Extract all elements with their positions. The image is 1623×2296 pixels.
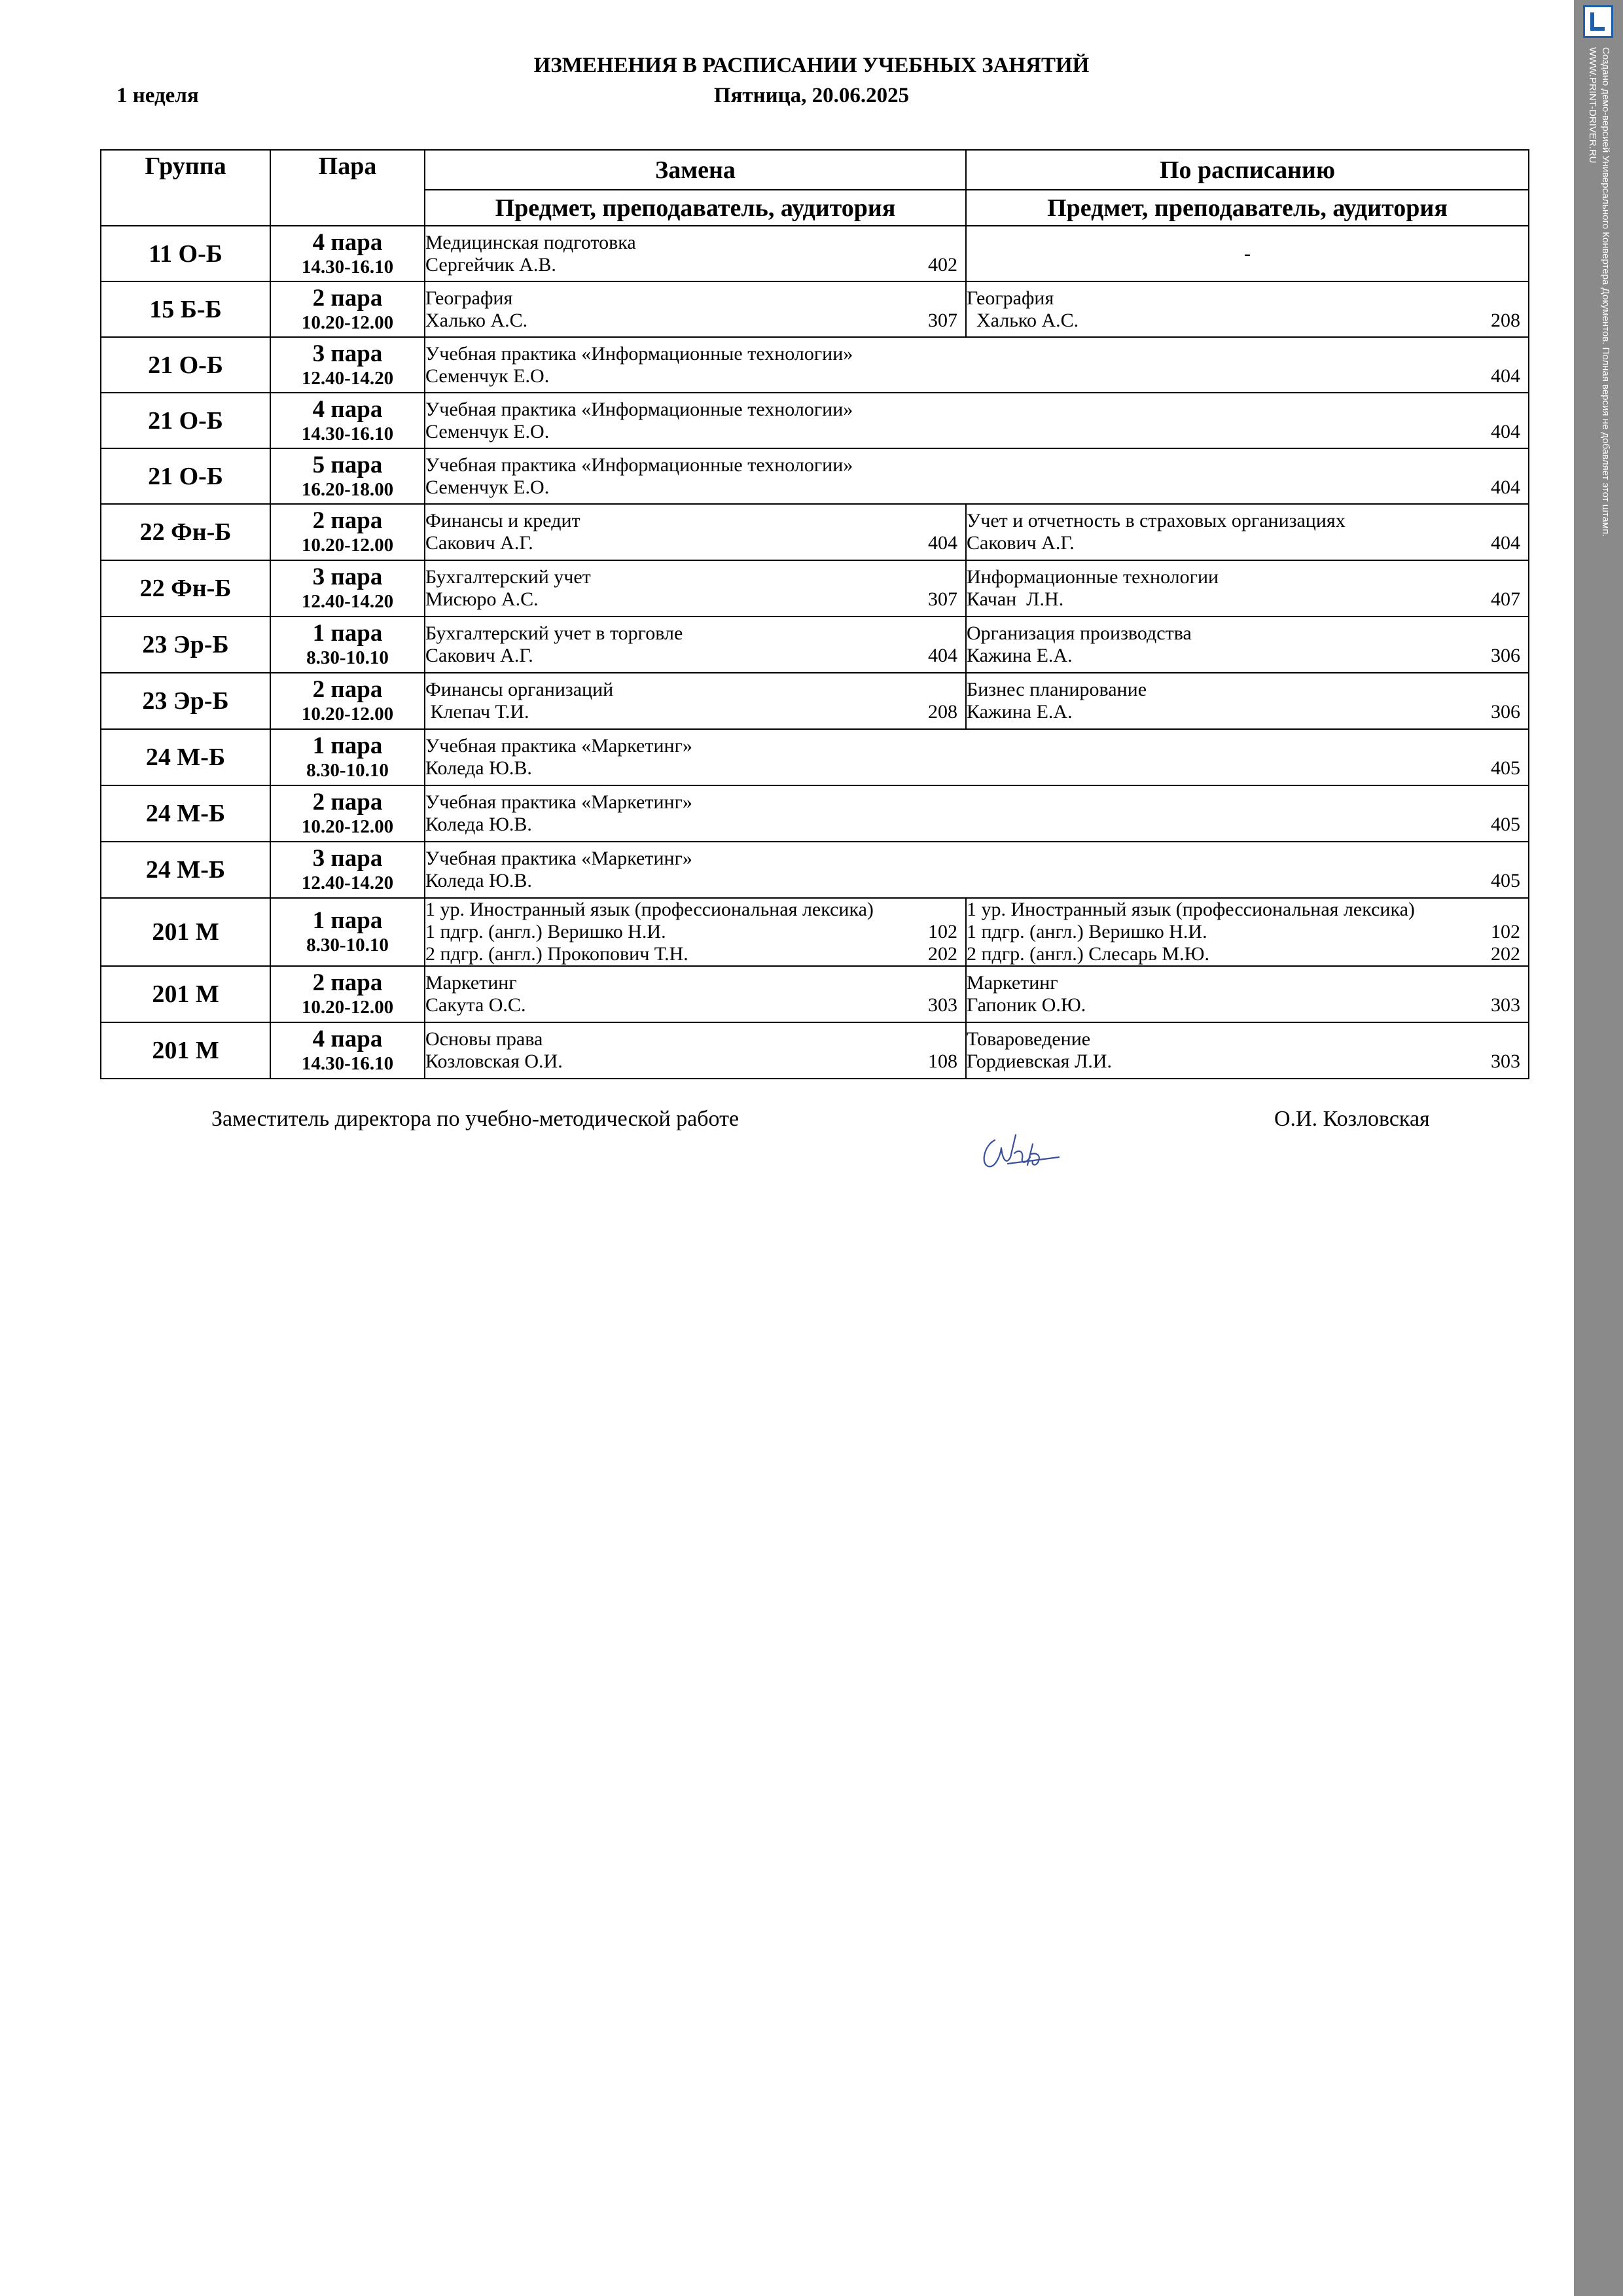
room-number xyxy=(1520,566,1528,588)
pair-number: 1 пара xyxy=(312,907,383,934)
room-number: 405 xyxy=(1491,870,1520,891)
room-number: 208 xyxy=(1491,309,1520,331)
room-number: 306 xyxy=(1491,701,1520,723)
group-cell: 23 Эр-Б xyxy=(101,617,270,673)
room-number xyxy=(1520,287,1528,310)
schedule-cell xyxy=(966,898,1529,966)
pair-cell xyxy=(270,393,425,448)
cell-text: Кажина Е.А. xyxy=(967,701,1073,723)
schedule-cell xyxy=(966,966,1529,1022)
cell-line xyxy=(967,1050,1528,1073)
cell-line xyxy=(425,310,965,332)
table-row xyxy=(101,842,1529,898)
pair-number: 1 пара xyxy=(312,620,383,647)
cell-text: 2 пдгр. (англ.) Прокопович Т.Н. xyxy=(425,943,688,965)
pair-number: 4 пара xyxy=(312,228,383,256)
room-number xyxy=(1520,1028,1528,1050)
pair-cell xyxy=(270,504,425,560)
room-number: 306 xyxy=(1491,645,1520,666)
pair-time: 10.20-12.00 xyxy=(301,535,394,556)
cell-text: Семенчук Е.О. xyxy=(425,476,550,498)
schedule-table xyxy=(100,149,1529,1079)
cell-text: Учебная практика «Маркетинг» xyxy=(425,791,692,813)
room-number xyxy=(1520,735,1528,757)
cell-text: Бухгалтерский учет в торговле xyxy=(425,622,683,644)
table-row xyxy=(101,337,1529,393)
table-row xyxy=(101,617,1529,673)
pair-cell xyxy=(270,898,425,966)
group-cell: 23 Эр-Б xyxy=(101,673,270,729)
pair-cell xyxy=(270,226,425,281)
pair-cell xyxy=(270,448,425,504)
replacement-cell xyxy=(425,337,1529,393)
pair-cell xyxy=(270,966,425,1022)
room-number xyxy=(1520,848,1528,870)
cell-line xyxy=(425,232,965,254)
schedule-cell xyxy=(966,673,1529,729)
room-number: 307 xyxy=(928,588,957,610)
replacement-cell xyxy=(425,560,966,617)
cell-line xyxy=(425,943,965,965)
table-row xyxy=(101,560,1529,617)
room-number: 404 xyxy=(1491,476,1520,498)
cell-text: 2 пдгр. (англ.) Слесарь М.Ю. xyxy=(967,943,1209,965)
group-cell: 15 Б-Б xyxy=(101,281,270,337)
cell-text: Медицинская подготовка xyxy=(425,231,636,253)
cell-text: Гапоник О.Ю. xyxy=(967,994,1086,1016)
replacement-cell xyxy=(425,226,966,281)
table-row xyxy=(101,785,1529,842)
cell-line xyxy=(967,921,1528,943)
cell-line xyxy=(425,870,1528,892)
cell-line xyxy=(425,476,1528,499)
schedule-cell xyxy=(966,617,1529,673)
table-row xyxy=(101,898,1529,966)
cell-text: Учет и отчетность в страховых организациях xyxy=(967,510,1346,531)
pair-cell xyxy=(270,337,425,393)
schedule-cell xyxy=(966,281,1529,337)
cell-line xyxy=(425,510,965,532)
pair-number: 5 пара xyxy=(312,451,383,478)
room-number: 404 xyxy=(928,645,957,666)
pair-time: 10.20-12.00 xyxy=(301,816,394,837)
cell-text: Коледа Ю.В. xyxy=(425,757,532,779)
cell-text: География xyxy=(967,287,1054,309)
cell-line xyxy=(425,588,965,611)
replacement-cell xyxy=(425,617,966,673)
replacement-cell xyxy=(425,673,966,729)
room-number: 303 xyxy=(1491,994,1520,1016)
cell-text: 1 пдгр. (англ.) Веришко Н.И. xyxy=(967,921,1207,942)
room-number xyxy=(957,566,965,588)
signatory-name: О.И. Козловская xyxy=(1274,1107,1430,1131)
cell-text: Учебная практика «Информационные технологии» xyxy=(425,342,853,365)
room-number xyxy=(957,287,965,310)
pair-time: 10.20-12.00 xyxy=(301,312,394,333)
subheader-schedule: Предмет, преподаватель, аудитория xyxy=(966,190,1529,226)
table-row xyxy=(101,673,1529,729)
room-number xyxy=(1520,899,1528,921)
room-number xyxy=(957,622,965,645)
cell-line xyxy=(425,757,1528,780)
room-number: 307 xyxy=(928,309,957,331)
replacement-cell xyxy=(425,504,966,560)
pair-time: 8.30-10.10 xyxy=(306,935,389,956)
cell-text: Учебная практика «Информационные технологии» xyxy=(425,398,853,420)
cell-line xyxy=(967,287,1528,310)
room-number xyxy=(1520,454,1528,476)
table-row xyxy=(101,393,1529,448)
cell-line xyxy=(425,791,1528,814)
room-number: 404 xyxy=(1491,365,1520,387)
room-number xyxy=(1520,399,1528,421)
pair-number: 2 пара xyxy=(312,969,383,996)
cell-text: Семенчук Е.О. xyxy=(425,365,550,387)
pair-number: 3 пара xyxy=(312,845,383,872)
cell-text: Бухгалтерский учет xyxy=(425,566,591,588)
room-number: 405 xyxy=(1491,814,1520,835)
room-number: 208 xyxy=(928,701,957,723)
watermark-line: Создано демо-версией Универсального Конвертера Документов. Полная версия не добавляет этот штамп. xyxy=(1600,47,1611,537)
table-row xyxy=(101,966,1529,1022)
schedule-cell xyxy=(966,560,1529,617)
cell-text: Гордиевская Л.И. xyxy=(967,1050,1112,1072)
cell-line xyxy=(425,622,965,645)
cell-line xyxy=(967,588,1528,611)
room-number xyxy=(957,679,965,701)
cell-line xyxy=(967,310,1528,332)
cell-line xyxy=(967,622,1528,645)
group-cell: 11 О-Б xyxy=(101,226,270,281)
cell-text: Коледа Ю.В. xyxy=(425,870,532,891)
pair-time: 12.40-14.20 xyxy=(301,367,394,389)
cell-text: Основы права xyxy=(425,1028,543,1050)
pair-number: 4 пара xyxy=(312,1026,383,1052)
schedule-body xyxy=(101,226,1529,1079)
room-number: 404 xyxy=(1491,420,1520,442)
room-number: 404 xyxy=(928,532,957,554)
cell-line xyxy=(425,921,965,943)
pair-time: 12.40-14.20 xyxy=(301,872,394,893)
cell-line xyxy=(425,1050,965,1073)
cell-line xyxy=(425,365,1528,387)
pair-number: 2 пара xyxy=(312,676,383,703)
cell-line xyxy=(425,287,965,310)
pair-cell xyxy=(270,729,425,785)
watermark-url: WWW.PRINT-DRIVER.RU xyxy=(1587,47,1598,164)
group-cell: 21 О-Б xyxy=(101,448,270,504)
pair-cell xyxy=(270,560,425,617)
cell-text: Сакута О.С. xyxy=(425,994,526,1016)
pair-time: 14.30-16.10 xyxy=(301,423,394,444)
room-number xyxy=(1520,972,1528,994)
pair-time: 12.40-14.20 xyxy=(301,591,394,612)
col-header-pair: Пара xyxy=(270,150,425,226)
signatory-position: Заместитель директора по учебно-методической работе xyxy=(211,1107,740,1131)
col-header-group: Группа xyxy=(101,150,270,226)
cell-line xyxy=(425,254,965,276)
pair-time: 10.20-12.00 xyxy=(301,704,394,725)
replacement-cell xyxy=(425,785,1529,842)
replacement-cell xyxy=(425,281,966,337)
cell-line xyxy=(967,645,1528,667)
table-row xyxy=(101,1022,1529,1079)
cell-line xyxy=(967,510,1528,532)
cell-line xyxy=(967,972,1528,994)
group-cell: 201 М xyxy=(101,966,270,1022)
room-number xyxy=(1520,510,1528,532)
pair-number: 2 пара xyxy=(312,284,383,312)
cell-text: Учебная практика «Маркетинг» xyxy=(425,848,692,869)
replacement-cell xyxy=(425,966,966,1022)
group-cell: 21 О-Б xyxy=(101,393,270,448)
pair-cell xyxy=(270,785,425,842)
cell-text: Халько А.С. xyxy=(425,309,528,331)
cell-text: Мисюро А.С. xyxy=(425,588,539,610)
schedule-cell xyxy=(966,504,1529,560)
cell-line xyxy=(425,735,1528,757)
pair-cell xyxy=(270,673,425,729)
pair-time: 16.20-18.00 xyxy=(301,478,394,500)
replacement-cell xyxy=(425,448,1529,504)
watermark-text xyxy=(1586,47,1612,734)
cell-text: Бизнес планирование xyxy=(967,679,1147,700)
cell-text: Маркетинг xyxy=(967,972,1058,994)
cell-text: Сакович А.Г. xyxy=(425,532,533,554)
cell-line xyxy=(425,399,1528,421)
cell-text: Кажина Е.А. xyxy=(967,645,1073,666)
group-cell: 201 М xyxy=(101,1022,270,1079)
room-number: 402 xyxy=(928,253,957,276)
pair-time: 10.20-12.00 xyxy=(301,997,394,1018)
cell-line xyxy=(967,899,1528,921)
group-cell: 24 М-Б xyxy=(101,785,270,842)
schedule-cell-empty: - xyxy=(966,226,1529,281)
group-cell: 22 Фн-Б xyxy=(101,504,270,560)
room-number xyxy=(1520,679,1528,701)
demo-watermark-strip xyxy=(1574,0,1623,2296)
date-label: Пятница, 20.06.2025 xyxy=(713,84,910,107)
cell-line xyxy=(967,1028,1528,1050)
cell-text: 1 ур. Иностранный язык (профессиональная лексика) xyxy=(967,899,1415,920)
room-number: 303 xyxy=(1491,1050,1520,1072)
pair-number: 2 пара xyxy=(312,789,383,816)
cell-text: Качан Л.Н. xyxy=(967,588,1064,610)
room-number xyxy=(957,972,965,994)
room-number xyxy=(957,510,965,532)
subheader-replacement: Предмет, преподаватель, аудитория xyxy=(425,190,966,226)
cell-text: Сакович А.Г. xyxy=(425,645,533,666)
room-number: 404 xyxy=(1491,532,1520,554)
cell-line xyxy=(425,972,965,994)
pair-cell xyxy=(270,617,425,673)
table-row xyxy=(101,729,1529,785)
room-number: 108 xyxy=(928,1050,957,1072)
replacement-cell xyxy=(425,729,1529,785)
cell-text: Учебная практика «Информационные технологии» xyxy=(425,454,853,476)
room-number xyxy=(1520,791,1528,814)
signature xyxy=(975,1126,1067,1172)
cell-text: Халько А.С. xyxy=(967,309,1079,331)
cell-text: Клепач Т.И. xyxy=(425,701,529,723)
replacement-cell xyxy=(425,898,966,966)
cell-text: Коледа Ю.В. xyxy=(425,814,532,835)
cell-line xyxy=(967,566,1528,588)
replacement-cell xyxy=(425,1022,966,1079)
page-title: ИЗМЕНЕНИЯ В РАСПИСАНИИ УЧЕБНЫХ ЗАНЯТИЙ xyxy=(533,54,1090,77)
cell-text: Сергейчик А.В. xyxy=(425,253,556,276)
room-number xyxy=(957,1028,965,1050)
group-cell: 21 О-Б xyxy=(101,337,270,393)
table-row xyxy=(101,448,1529,504)
pair-number: 4 пара xyxy=(312,395,383,423)
room-number: 102 xyxy=(928,921,957,942)
cell-text: Семенчук Е.О. xyxy=(425,420,550,442)
cell-line xyxy=(425,645,965,667)
cell-text: Информационные технологии xyxy=(967,566,1219,588)
pair-time: 8.30-10.10 xyxy=(306,647,389,668)
schedule-cell xyxy=(966,1022,1529,1079)
pair-number: 3 пара xyxy=(312,340,383,367)
cell-line xyxy=(425,848,1528,870)
col-header-schedule: По расписанию xyxy=(966,150,1529,190)
cell-text: Сакович А.Г. xyxy=(967,532,1075,554)
week-label: 1 неделя xyxy=(116,84,199,107)
room-number xyxy=(1520,343,1528,365)
pair-cell xyxy=(270,842,425,898)
cell-line xyxy=(967,532,1528,554)
cell-line xyxy=(425,532,965,554)
pair-number: 1 пара xyxy=(312,732,383,759)
cell-text: Товароведение xyxy=(967,1028,1091,1050)
cell-text: Финансы организаций xyxy=(425,679,614,700)
cell-text: Учебная практика «Маркетинг» xyxy=(425,735,692,757)
replacement-cell xyxy=(425,393,1529,448)
cell-text: 1 пдгр. (англ.) Веришко Н.И. xyxy=(425,921,666,942)
room-number: 102 xyxy=(1491,921,1520,942)
room-number xyxy=(957,232,965,254)
cell-line xyxy=(967,994,1528,1016)
cell-line xyxy=(967,679,1528,701)
cell-text: Маркетинг xyxy=(425,972,517,994)
cell-text: Организация производства xyxy=(967,622,1192,644)
cell-text: Козловская О.И. xyxy=(425,1050,563,1072)
cell-line xyxy=(425,701,965,723)
table-row xyxy=(101,281,1529,337)
cell-line xyxy=(425,899,965,921)
pair-number: 2 пара xyxy=(312,507,383,534)
col-header-replacement: Замена xyxy=(425,150,966,190)
group-cell: 22 Фн-Б xyxy=(101,560,270,617)
room-number: 303 xyxy=(928,994,957,1016)
group-cell: 24 М-Б xyxy=(101,729,270,785)
cell-line xyxy=(425,1028,965,1050)
room-number xyxy=(1520,622,1528,645)
replacement-cell xyxy=(425,842,1529,898)
pair-cell xyxy=(270,281,425,337)
cell-line xyxy=(425,421,1528,443)
cell-text: География xyxy=(425,287,513,309)
group-cell: 201 М xyxy=(101,898,270,966)
pair-time: 14.30-16.10 xyxy=(301,256,394,278)
group-cell: 24 М-Б xyxy=(101,842,270,898)
table-row xyxy=(101,504,1529,560)
room-number: 202 xyxy=(1491,943,1520,965)
pair-time: 8.30-10.10 xyxy=(306,760,389,781)
cell-line xyxy=(425,566,965,588)
pair-cell xyxy=(270,1022,425,1079)
pair-number: 3 пара xyxy=(312,564,383,590)
room-number: 405 xyxy=(1491,757,1520,779)
cell-line xyxy=(425,454,1528,476)
table-row xyxy=(101,226,1529,281)
room-number xyxy=(957,899,965,921)
cell-text: Финансы и кредит xyxy=(425,510,580,531)
cell-line xyxy=(425,994,965,1016)
cell-line xyxy=(425,679,965,701)
cell-text: 1 ур. Иностранный язык (профессиональная лексика) xyxy=(425,899,874,920)
room-number: 202 xyxy=(928,943,957,965)
converter-logo-icon xyxy=(1583,5,1613,38)
cell-line xyxy=(425,814,1528,836)
pair-time: 14.30-16.10 xyxy=(301,1053,394,1074)
cell-line xyxy=(967,943,1528,965)
cell-line xyxy=(967,701,1528,723)
room-number: 407 xyxy=(1491,588,1520,610)
cell-line xyxy=(425,343,1528,365)
